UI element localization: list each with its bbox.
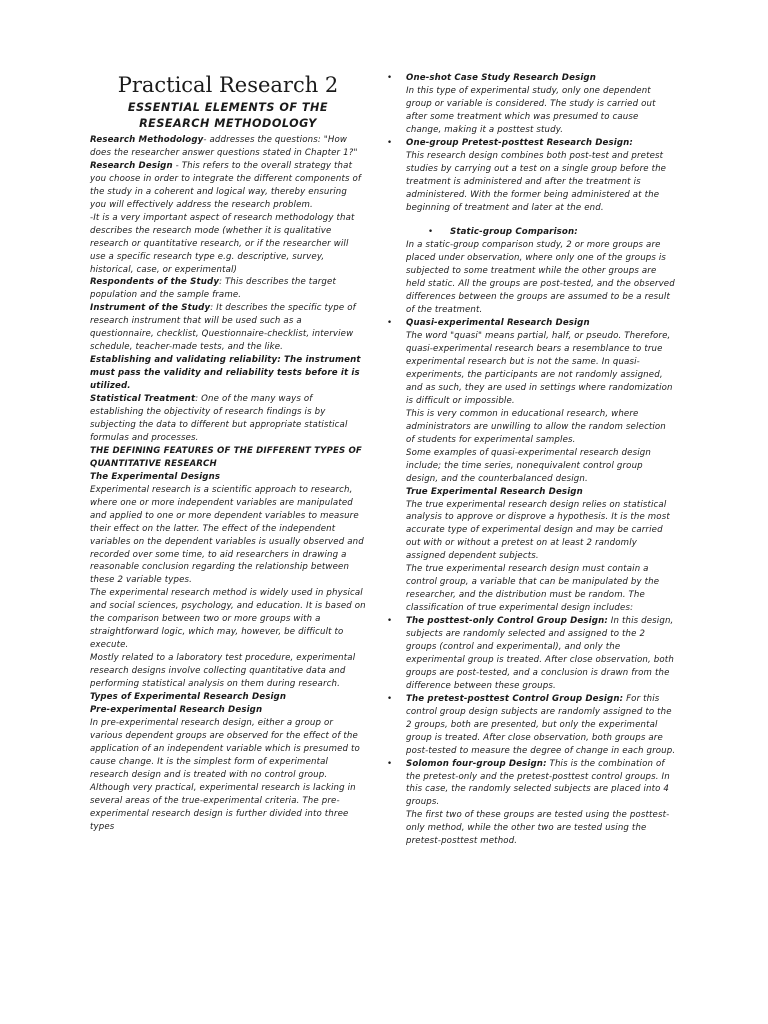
paragraph-respondents	[90, 276, 366, 302]
term-reliability: Establishing and validating reliability	[90, 355, 278, 366]
term-research-methodology: Research Methodology	[90, 135, 204, 145]
bullet-icon: •	[428, 227, 434, 238]
left-column	[90, 72, 366, 833]
term-respondents: Respondents of the Study	[90, 277, 220, 288]
text-instrument: : It describes the specific type of research instrument that will be used such as a questionnaire, checklist, Questionnaire-checklist, interview schedule, teacher-made tests, and the like.	[90, 303, 356, 353]
text-one-shot: In this type of experimental study, only one dependent group or variable is considered. The study is carried out after some treatment which was presumed to cause change, making it a posttest study.	[406, 85, 656, 135]
paragraph-research-mode: -It is a very important aspect of research methodology that describes the research mode (whether it is qualitative research or quantitative research, or if the researcher will use a specific research type e.g. descriptive, survey, historical, case, or experimental)	[90, 212, 355, 275]
text-respondents: : This describes the target population and the sample frame.	[90, 277, 336, 301]
text-research-design: - This refers to the overall strategy that you choose in order to integrate the different components of the study in a coherent and logical way, thereby ensuring you will effectively address the research problem.	[90, 160, 362, 210]
text-posttest-only: In this design, subjects are randomly selected and assigned to the 2 groups (control and experimental), and only the experimental group is treated. After close observation, both groups are post-tested, and a conclusion is drawn from the difference between these groups.	[406, 616, 674, 691]
term-instrument: Instrument of the Study	[90, 303, 211, 314]
text-true-2: The true experimental research design must contain a control group, a variable that can be manipulated by the researcher, and the distribution must be random. The classification of true experimental design includes:	[406, 564, 660, 614]
term-research-design: Research Design	[90, 160, 173, 171]
subtitle-line-2: RESEARCH METHODOLOGY	[139, 117, 317, 130]
subheading-experimental-designs: The Experimental Designs	[90, 471, 221, 482]
subtitle-line-1: ESSENTIAL ELEMENTS OF THE	[127, 101, 329, 114]
section-heading-defining-features: THE DEFINING FEATURES OF THE DIFFERENT TYPES OF QUANTITATIVE RESEARCH	[90, 445, 362, 469]
subheading-types: Types of Experimental Research Design	[90, 691, 287, 702]
bullet-icon: •	[387, 693, 393, 704]
text-research-methodology: - addresses the questions: "How does the researcher answer questions stated in Chapter 1?"	[90, 135, 358, 158]
paragraph-instrument	[90, 302, 366, 354]
text-solomon-1: This is the combination of the pretest-only and the pretest-posttest control groups. In this case, the randomly selected subjects are placed into 4 groups.	[406, 758, 670, 808]
term-static-group: Static-group Comparison:	[450, 227, 578, 238]
page-title: Practical Research 2	[117, 73, 339, 97]
bullet-item-pretest-posttest	[384, 693, 676, 758]
page-subtitle	[90, 100, 366, 132]
right-column	[384, 72, 676, 848]
bullet-item-static-group	[384, 226, 676, 239]
text-quasi-3: Some examples of quasi-experimental research design include; the time series, nonequivalent control group design, and the counterbalanced design.	[406, 447, 651, 484]
term-posttest-only: The posttest-only Control Group Design:	[406, 616, 608, 627]
text-one-group: This research design combines both post-test and pretest studies by carrying out a test on a single group before the treatment is administered and after the treatment is administered. With the former being administered at the beginning of treatment and later at the end.	[406, 150, 667, 213]
text-statistical-treatment: : One of the many ways of establishing the objectivity of research findings is by subjecting the data to different but appropriate statistical formulas and processes.	[90, 394, 348, 443]
text-solomon-2: The first two of these groups are tested using the posttest-only method, while the other two are tested using the pretest-posttest method.	[406, 810, 670, 847]
static-group-body	[384, 239, 676, 317]
subheading-true-experimental: True Experimental Research Design	[406, 486, 583, 497]
text-true-1: The true experimental research design relies on statistical analysis to approve or disprove a hypothesis. It is the most accurate type of experimental design and may be carried out with or without a pretest on at least 2 randomly assigned dependent subjects.	[406, 499, 670, 562]
paragraph-experimental-method: The experimental research method is widely used in physical and social sciences, psychology, and education. It is based on the comparison between two or more groups with a straightforward logic, which may, however, be difficult to execute.	[90, 588, 366, 651]
bullet-item-one-shot	[384, 72, 676, 137]
text-quasi-1: The word "quasi" means partial, half, or pseudo. Therefore, quasi-experimental research bears a resemblance to true experimental research but is not the same. In quasi-experiments, the participants are not randomly assigned, and as such, they are used in settings where randomization is difficult or impossible.	[406, 331, 673, 406]
bullet-icon: •	[387, 758, 393, 769]
term-quasi: Quasi-experimental Research Design	[406, 318, 590, 329]
bullet-icon: •	[387, 318, 393, 329]
term-one-group: One-group Pretest-posttest Research Design:	[406, 137, 634, 148]
text-reliability: : The instrument must pass the validity and reliability tests before it is utilized.	[90, 355, 361, 392]
term-statistical-treatment: Statistical Treatment	[90, 394, 196, 405]
paragraph-statistical-treatment	[90, 393, 366, 445]
subheading-pre-experimental: Pre-experimental Research Design	[90, 704, 263, 715]
paragraph-although: Although very practical, experimental research is lacking in several areas of the true-experimental criteria. The pre-experimental research design is further divided into three types	[90, 782, 356, 832]
bullet-item-posttest-only	[384, 615, 676, 693]
term-one-shot: One-shot Case Study Research Design	[406, 73, 597, 83]
true-experimental-block	[384, 486, 676, 616]
bullet-icon: •	[387, 73, 393, 83]
bullet-icon: •	[387, 616, 393, 627]
bullet-icon: •	[387, 137, 393, 148]
text-pretest-posttest: For this control group design subjects are randomly assigned to the 2 groups, both are presented, but only the experimental group is treated. After close observation, both groups are post-tested to measure the degree of change in each group.	[406, 693, 676, 756]
bullet-item-one-group	[384, 137, 676, 215]
text-static-group: In a static-group comparison study, 2 or more groups are placed under observation, where only one of the groups is subjected to some treatment while the other groups are held static. All the groups are post-tested, and the observed differences between the groups are assumed to be a result of the treatment.	[406, 240, 675, 316]
paragraph-pre-experimental: In pre-experimental research design, either a group or various dependent groups are observed for the effect of the application of an independent variable which is presumed to cause change. It is the simplest form of experimental research design and is treated with no control group.	[90, 717, 360, 780]
paragraph-reliability	[90, 354, 366, 393]
term-pretest-posttest: The pretest-posttest Control Group Design:	[406, 693, 624, 704]
bullet-item-quasi	[384, 317, 676, 485]
paragraph-research-methodology	[90, 134, 366, 160]
term-solomon: Solomon four-group Design:	[406, 758, 547, 769]
bullet-item-solomon	[384, 758, 676, 849]
paragraph-experimental-research: Experimental research is a scientific approach to research, where one or more independent variables are manipulated and applied to one or more dependent variables to measure their effect on the latter. The effect of the independent variables on the dependent variables is usually observed and recorded over some time, to aid researchers in drawing a reasonable conclusion regarding the relationship between these 2 variable types.	[90, 484, 364, 586]
text-quasi-2: This is very common in educational research, where administrators are unwilling to allow the random selection of students for experimental samples.	[406, 408, 666, 445]
paragraph-laboratory: Mostly related to a laboratory test procedure, experimental research designs involve collecting quantitative data and performing statistical analysis on them during research.	[90, 653, 356, 690]
paragraph-research-design	[90, 160, 366, 212]
